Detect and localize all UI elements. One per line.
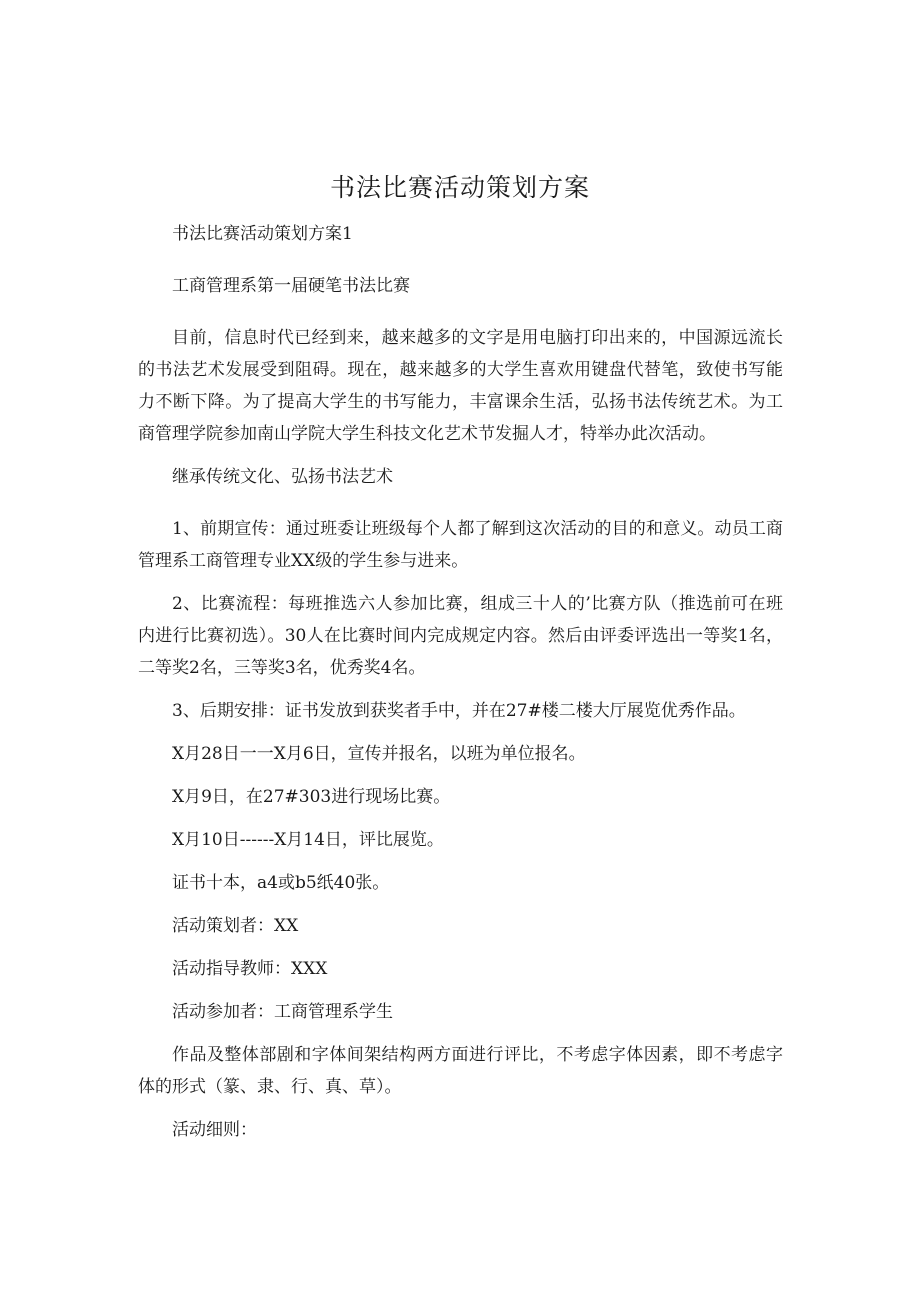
follow-up-paragraph: 3、后期安排：证书发放到获奖者手中，并在27#楼二楼大厅展览优秀作品。 — [172, 701, 746, 721]
competition-process-paragraph: 2、比赛流程：每班推选六人参加比赛，组成三十人的’比赛方队（推选前可在班内进行比赛初选）。30人在比赛时间内完成规定内容。然后由评委评选出一等奖1名，二等奖2名，三等奖3名，优秀奖4名。 — [138, 594, 783, 678]
judging-criteria-paragraph: 作品及整体部剧和字体间架结构两方面进行评比，不考虑字体因素，即不考虑字体的形式（篆、隶、行、真、草）。 — [138, 1045, 783, 1097]
schedule-competition: X月9日，在27#303进行现场比赛。 — [172, 787, 451, 807]
materials-paragraph: 证书十本，a4或b5纸40张。 — [172, 873, 390, 893]
participants-line: 活动参加者：工商管理系学生 — [172, 1002, 393, 1022]
theme-paragraph: 继承传统文化、弘扬书法艺术 — [172, 467, 393, 487]
rules-heading: 活动细则： — [172, 1120, 257, 1140]
document-title: 书法比赛活动策划方案 — [329, 173, 590, 202]
schedule-registration: X月28日一一X月6日，宣传并报名，以班为单位报名。 — [172, 744, 586, 764]
pre-publicity-paragraph: 1、前期宣传：通过班委让班级每个人都了解到这次活动的目的和意义。动员工商管理系工商管理专业XX级的学生参与进来。 — [138, 519, 783, 571]
planner-line: 活动策划者：XX — [172, 916, 299, 936]
document-body — [138, 218, 783, 1157]
schedule-exhibition: X月10日------X月14日，评比展览。 — [172, 830, 444, 850]
background-paragraph: 目前，信息时代已经到来，越来越多的文字是用电脑打印出来的，中国源远流长的书法艺术发展受到阻碍。现在，越来越多的大学生喜欢用键盘代替笔，致使书写能力不断下降。为了提高大学生的书写能力，丰富课余生活，弘扬书法传统艺术。为工商管理学院参加南山学院大学生科技文化艺术节发掘人才，特举办此次活动。 — [138, 328, 783, 444]
advisor-line: 活动指导教师：XXX — [172, 959, 328, 979]
event-name: 工商管理系第一届硬笔书法比赛 — [172, 276, 410, 296]
section-heading-plan-1: 书法比赛活动策划方案1 — [172, 224, 353, 244]
